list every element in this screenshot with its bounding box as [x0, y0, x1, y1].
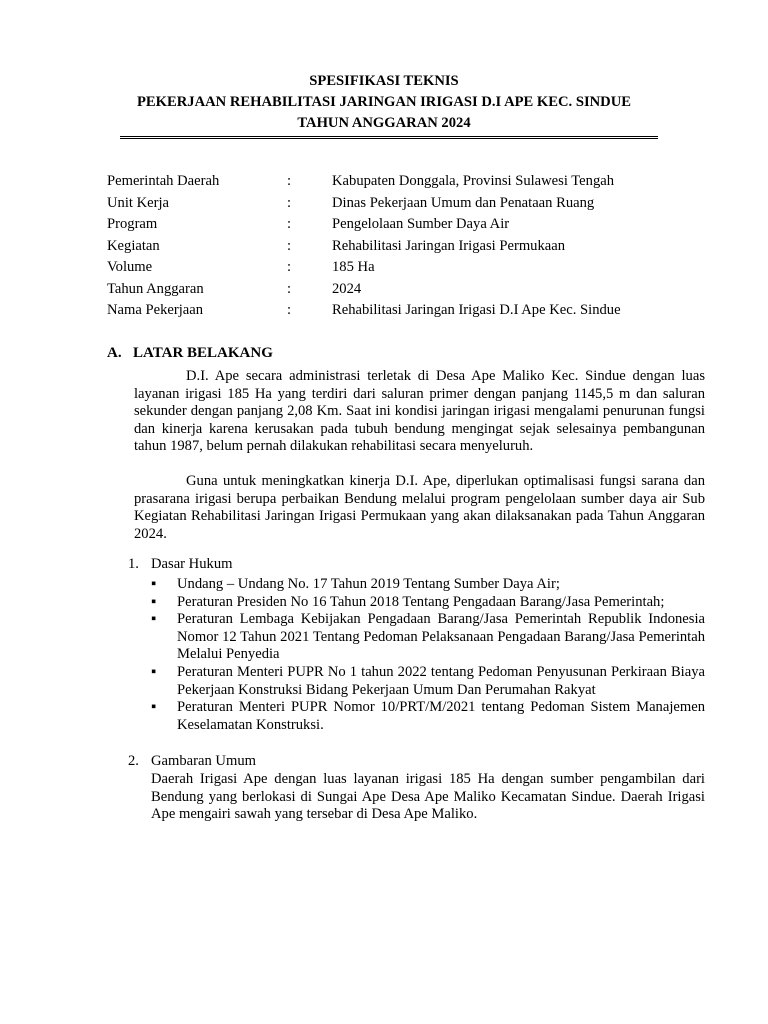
info-value: 185 Ha: [332, 259, 375, 275]
section-number: A.: [107, 345, 122, 361]
bullet-square-icon: ▪: [151, 699, 157, 716]
list-item: [151, 611, 705, 664]
info-table: [107, 173, 621, 324]
info-value: Dinas Pekerjaan Umum dan Penataan Ruang: [332, 194, 595, 211]
list-item: [151, 664, 705, 699]
list-item-text: Undang – Undang No. 17 Tahun 2019 Tentang Sumber Daya Air;: [177, 576, 560, 592]
latar-belakang-paragraph-1: D.I. Ape secara administrasi terletak di Desa Ape Maliko Kec. Sindue dengan luas layanan irigasi 185 Ha yang terdiri dari saluran primer dengan panjang 1145,5 m dan saluran sekunder dengan panjang 2,08 Km. Saat ini kondisi jaringan irigasi mengalami penurunan fungsi dan kinerja karena kerusakan pada tubuh bendung mengingat sejak selesainya pembangunan tahun 1987, belum pernah dilakukan rehabilitasi secara menyeluruh.: [134, 368, 705, 455]
info-value: 2024: [332, 280, 362, 297]
info-value: Kabupaten Donggala, Provinsi Sulawesi Tengah: [332, 173, 615, 189]
subsection-heading-gambaran-umum: [128, 753, 256, 771]
list-item: [151, 594, 705, 612]
info-separator: :: [287, 237, 292, 254]
info-key: Pemerintah Daerah: [107, 173, 220, 189]
subsection-heading-dasar-hukum: [128, 556, 232, 574]
subsection-title: Dasar Hukum: [151, 556, 233, 572]
subsection-title: Gambaran Umum: [151, 753, 256, 769]
list-item-text: Peraturan Menteri PUPR Nomor 10/PRT/M/2021 tentang Pedoman Sistem Manajemen Keselamatan Konstruksi.: [177, 699, 705, 733]
list-item-text: Peraturan Menteri PUPR No 1 tahun 2022 tentang Pedoman Penyusunan Perkiraan Biaya Pekerjaan Konstruksi Bidang Pekerjaan Umum Dan Perumahan Rakyat: [177, 663, 705, 698]
info-row: [107, 281, 621, 303]
title-double-rule: [120, 136, 658, 139]
list-item: [151, 576, 705, 594]
list-item-text: Peraturan Lembaga Kebijakan Pengadaan Barang/Jasa Pemerintah Republik Indonesia Nomor 12 Tahun 2021 Tentang Pedoman Pelaksanaan Pengadaan Barang/Jasa Pemerintah Melalui Penyedia: [177, 611, 705, 663]
info-separator: :: [287, 259, 292, 275]
info-row: [107, 259, 621, 281]
info-key: Unit Kerja: [107, 194, 170, 211]
gambaran-umum-paragraph: Daerah Irigasi Ape dengan luas layanan irigasi 185 Ha dengan sumber pengambilan dari Bendung yang berlokasi di Sungai Ape Desa Ape Maliko Kecamatan Sindue. Daerah Irigasi Ape mengairi sawah yang tersebar di Desa Ape Maliko.: [151, 771, 705, 823]
bullet-square-icon: ▪: [151, 576, 157, 592]
info-value: Pengelolaan Sumber Daya Air: [332, 216, 510, 232]
bullet-square-icon: ▪: [151, 593, 157, 610]
bullet-square-icon: ▪: [151, 663, 157, 680]
document-title: [0, 71, 768, 134]
list-item: [151, 699, 705, 734]
info-key: Program: [107, 216, 158, 232]
dasar-hukum-list: [151, 576, 705, 734]
title-line-2: PEKERJAAN REHABILITASI JARINGAN IRIGASI D.I APE KEC. SINDUE: [137, 94, 631, 110]
info-row: [107, 173, 621, 195]
info-separator: :: [287, 173, 292, 189]
info-row: [107, 238, 621, 260]
info-separator: :: [287, 302, 292, 318]
info-key: Kegiatan: [107, 237, 160, 254]
info-row: [107, 216, 621, 238]
title-line-1: SPESIFIKASI TEKNIS: [309, 73, 459, 89]
info-row: [107, 195, 621, 217]
subsection-number: 2.: [128, 753, 139, 769]
latar-belakang-paragraph-2: Guna untuk meningkatkan kinerja D.I. Ape, diperlukan optimalisasi fungsi sarana dan prasarana irigasi berupa perbaikan Bendung melalui program pengelolaan sumber daya air Sub Kegiatan Rehabilitasi Jaringan Irigasi Permukaan yang akan dilaksanakan pada Tahun Anggaran 2024.: [134, 473, 705, 542]
info-key: Tahun Anggaran: [107, 280, 204, 297]
section-title: LATAR BELAKANG: [133, 345, 273, 361]
info-value: Rehabilitasi Jaringan Irigasi Permukaan: [332, 237, 566, 254]
info-key: Nama Pekerjaan: [107, 302, 204, 318]
subsection-number: 1.: [128, 556, 139, 572]
info-key: Volume: [107, 259, 153, 275]
info-separator: :: [287, 194, 292, 211]
info-row: [107, 302, 621, 324]
info-separator: :: [287, 216, 292, 232]
info-separator: :: [287, 280, 292, 297]
info-value: Rehabilitasi Jaringan Irigasi D.I Ape Kec. Sindue: [332, 302, 621, 318]
bullet-square-icon: ▪: [151, 611, 157, 628]
list-item-text: Peraturan Presiden No 16 Tahun 2018 Tentang Pengadaan Barang/Jasa Pemerintah;: [177, 593, 665, 610]
title-line-3: TAHUN ANGGARAN 2024: [297, 115, 471, 131]
section-heading-latar-belakang: [107, 345, 273, 363]
